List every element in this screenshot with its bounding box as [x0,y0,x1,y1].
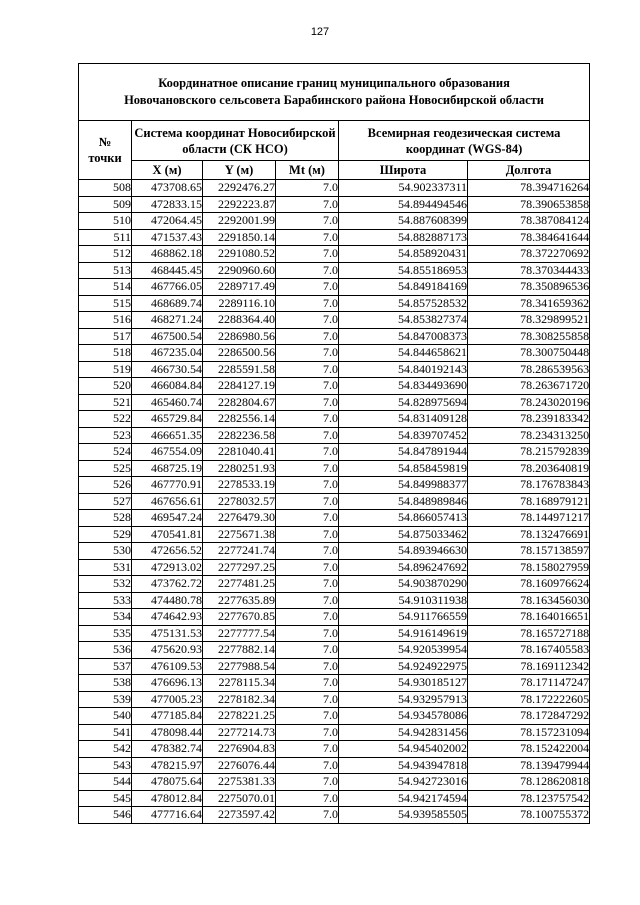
cell-latitude: 54.828975694 [339,394,468,411]
cell-mt: 7.0 [276,196,339,213]
cell-x: 472833.15 [132,196,203,213]
cell-mt: 7.0 [276,262,339,279]
table-row [79,625,590,642]
cell-latitude: 54.849988377 [339,477,468,494]
cell-y: 2282556.14 [203,411,276,428]
cell-x: 476109.53 [132,658,203,675]
cell-x: 474480.78 [132,592,203,609]
cell-mt: 7.0 [276,526,339,543]
cell-longitude: 78.128620818 [468,774,590,791]
cell-latitude: 54.911766559 [339,609,468,626]
table-row [79,378,590,395]
cell-longitude: 78.286539563 [468,361,590,378]
cell-point-number: 518 [79,345,132,362]
cell-longitude: 78.157138597 [468,543,590,560]
cell-point-number: 530 [79,543,132,560]
cell-mt: 7.0 [276,345,339,362]
header-x: X (м) [132,161,203,180]
header-point-number-word: точки [88,151,122,165]
cell-mt: 7.0 [276,477,339,494]
table-row [79,196,590,213]
cell-x: 467656.61 [132,493,203,510]
table-row [79,213,590,230]
cell-latitude: 54.840192143 [339,361,468,378]
cell-x: 471537.43 [132,229,203,246]
cell-point-number: 517 [79,328,132,345]
cell-mt: 7.0 [276,361,339,378]
cell-mt: 7.0 [276,328,339,345]
cell-mt: 7.0 [276,279,339,296]
table-row [79,559,590,576]
cell-longitude: 78.308255858 [468,328,590,345]
table-row [79,394,590,411]
cell-y: 2286500.56 [203,345,276,362]
cell-mt: 7.0 [276,444,339,461]
cell-y: 2277635.89 [203,592,276,609]
header-mt: Mt (м) [276,161,339,180]
cell-longitude: 78.394716264 [468,180,590,197]
table-row [79,180,590,197]
cell-x: 472913.02 [132,559,203,576]
cell-latitude: 54.894494546 [339,196,468,213]
table-row [79,295,590,312]
cell-mt: 7.0 [276,724,339,741]
table-row [79,477,590,494]
table-row [79,741,590,758]
table-row [79,246,590,263]
cell-latitude: 54.853827374 [339,312,468,329]
cell-point-number: 510 [79,213,132,230]
table-row [79,361,590,378]
cell-y: 2273597.42 [203,807,276,824]
cell-y: 2292223.87 [203,196,276,213]
cell-longitude: 78.263671720 [468,378,590,395]
cell-x: 468725.19 [132,460,203,477]
cell-latitude: 54.896247692 [339,559,468,576]
cell-x: 478012.84 [132,790,203,807]
cell-point-number: 537 [79,658,132,675]
cell-x: 467766.05 [132,279,203,296]
cell-y: 2278032.57 [203,493,276,510]
header-point-number [79,121,132,180]
table-row [79,790,590,807]
cell-y: 2291080.52 [203,246,276,263]
cell-longitude: 78.390653858 [468,196,590,213]
table-row [79,510,590,527]
cell-point-number: 536 [79,642,132,659]
cell-point-number: 526 [79,477,132,494]
cell-y: 2284127.19 [203,378,276,395]
cell-longitude: 78.144971217 [468,510,590,527]
cell-longitude: 78.152422004 [468,741,590,758]
cell-mt: 7.0 [276,180,339,197]
cell-mt: 7.0 [276,312,339,329]
cell-latitude: 54.934578086 [339,708,468,725]
cell-x: 467235.04 [132,345,203,362]
cell-y: 2277777.54 [203,625,276,642]
table-row [79,691,590,708]
cell-x: 467554.09 [132,444,203,461]
header-longitude: Долгота [468,161,590,180]
cell-latitude: 54.942723016 [339,774,468,791]
cell-y: 2292476.27 [203,180,276,197]
cell-longitude: 78.239183342 [468,411,590,428]
cell-mt: 7.0 [276,460,339,477]
cell-point-number: 522 [79,411,132,428]
cell-mt: 7.0 [276,493,339,510]
cell-mt: 7.0 [276,708,339,725]
table-row [79,328,590,345]
cell-longitude: 78.165727188 [468,625,590,642]
cell-x: 472064.45 [132,213,203,230]
cell-y: 2285591.58 [203,361,276,378]
cell-latitude: 54.920539954 [339,642,468,659]
cell-longitude: 78.172847292 [468,708,590,725]
cell-latitude: 54.902337311 [339,180,468,197]
header-y: Y (м) [203,161,276,180]
cell-longitude: 78.157231094 [468,724,590,741]
cell-point-number: 521 [79,394,132,411]
cell-y: 2289717.49 [203,279,276,296]
cell-mt: 7.0 [276,229,339,246]
table-body [79,180,590,824]
table-row [79,526,590,543]
cell-y: 2275070.01 [203,790,276,807]
cell-y: 2282804.67 [203,394,276,411]
cell-latitude: 54.857528532 [339,295,468,312]
cell-latitude: 54.910311938 [339,592,468,609]
cell-latitude: 54.831409128 [339,411,468,428]
cell-mt: 7.0 [276,609,339,626]
page-number: 127 [310,26,330,38]
cell-longitude: 78.350896536 [468,279,590,296]
cell-mt: 7.0 [276,576,339,593]
cell-mt: 7.0 [276,510,339,527]
table-row [79,411,590,428]
cell-mt: 7.0 [276,246,339,263]
table-title-line-2: Новочановского сельсовета Барабинского района Новосибирской области [124,93,544,107]
cell-longitude: 78.372270692 [468,246,590,263]
cell-latitude: 54.942174594 [339,790,468,807]
table-row [79,576,590,593]
cell-mt: 7.0 [276,807,339,824]
cell-point-number: 531 [79,559,132,576]
cell-mt: 7.0 [276,774,339,791]
cell-y: 2278533.19 [203,477,276,494]
cell-point-number: 546 [79,807,132,824]
cell-latitude: 54.848989846 [339,493,468,510]
cell-longitude: 78.171147247 [468,675,590,692]
cell-mt: 7.0 [276,213,339,230]
table-row [79,279,590,296]
cell-x: 473708.65 [132,180,203,197]
table-row [79,460,590,477]
cell-longitude: 78.243020196 [468,394,590,411]
cell-point-number: 525 [79,460,132,477]
cell-latitude: 54.924922975 [339,658,468,675]
cell-mt: 7.0 [276,790,339,807]
cell-point-number: 520 [79,378,132,395]
cell-y: 2286980.56 [203,328,276,345]
cell-latitude: 54.903870290 [339,576,468,593]
cell-y: 2278182.34 [203,691,276,708]
cell-y: 2280251.93 [203,460,276,477]
cell-y: 2289116.10 [203,295,276,312]
cell-longitude: 78.300750448 [468,345,590,362]
cell-point-number: 541 [79,724,132,741]
cell-latitude: 54.858459819 [339,460,468,477]
cell-x: 477185.84 [132,708,203,725]
cell-x: 478098.44 [132,724,203,741]
coordinates-table [78,63,590,824]
cell-point-number: 513 [79,262,132,279]
header-point-number-sign: № [98,135,112,149]
table-row [79,675,590,692]
cell-latitude: 54.930185127 [339,675,468,692]
cell-y: 2276479.30 [203,510,276,527]
table-row [79,262,590,279]
cell-point-number: 538 [79,675,132,692]
cell-latitude: 54.893946630 [339,543,468,560]
table-row [79,312,590,329]
cell-longitude: 78.384641644 [468,229,590,246]
cell-y: 2288364.40 [203,312,276,329]
cell-y: 2281040.41 [203,444,276,461]
cell-y: 2276904.83 [203,741,276,758]
cell-mt: 7.0 [276,642,339,659]
cell-latitude: 54.882887173 [339,229,468,246]
cell-point-number: 514 [79,279,132,296]
cell-latitude: 54.866057413 [339,510,468,527]
cell-x: 475131.53 [132,625,203,642]
cell-latitude: 54.839707452 [339,427,468,444]
cell-point-number: 532 [79,576,132,593]
cell-longitude: 78.164016651 [468,609,590,626]
cell-point-number: 535 [79,625,132,642]
cell-mt: 7.0 [276,427,339,444]
cell-point-number: 519 [79,361,132,378]
cell-longitude: 78.234313250 [468,427,590,444]
table-row [79,592,590,609]
cell-x: 476696.13 [132,675,203,692]
cell-y: 2277214.73 [203,724,276,741]
cell-x: 468862.18 [132,246,203,263]
cell-point-number: 528 [79,510,132,527]
cell-x: 465460.74 [132,394,203,411]
cell-x: 467770.91 [132,477,203,494]
cell-x: 478075.64 [132,774,203,791]
header-system-nso: Система координат Новосибирской области (СК НСО) [132,121,339,161]
cell-latitude: 54.847891944 [339,444,468,461]
cell-longitude: 78.341659362 [468,295,590,312]
cell-mt: 7.0 [276,658,339,675]
table-row [79,345,590,362]
cell-point-number: 527 [79,493,132,510]
cell-y: 2277988.54 [203,658,276,675]
table-title-line-1: Координатное описание границ муниципального образования [158,76,510,90]
cell-x: 466651.35 [132,427,203,444]
cell-longitude: 78.176783843 [468,477,590,494]
table-row [79,807,590,824]
table-row [79,229,590,246]
cell-x: 465729.84 [132,411,203,428]
cell-point-number: 508 [79,180,132,197]
cell-x: 467500.54 [132,328,203,345]
cell-y: 2282236.58 [203,427,276,444]
cell-y: 2277241.74 [203,543,276,560]
cell-mt: 7.0 [276,295,339,312]
cell-y: 2275671.38 [203,526,276,543]
table-row [79,708,590,725]
table-row [79,609,590,626]
cell-point-number: 512 [79,246,132,263]
table-row [79,543,590,560]
header-latitude: Широта [339,161,468,180]
table-row [79,444,590,461]
cell-point-number: 544 [79,774,132,791]
cell-longitude: 78.172222605 [468,691,590,708]
cell-longitude: 78.139479944 [468,757,590,774]
cell-x: 475620.93 [132,642,203,659]
cell-latitude: 54.875033462 [339,526,468,543]
cell-point-number: 533 [79,592,132,609]
cell-latitude: 54.932957913 [339,691,468,708]
cell-longitude: 78.370344433 [468,262,590,279]
cell-x: 474642.93 [132,609,203,626]
cell-y: 2277882.14 [203,642,276,659]
cell-mt: 7.0 [276,691,339,708]
cell-longitude: 78.203640819 [468,460,590,477]
cell-mt: 7.0 [276,394,339,411]
cell-longitude: 78.169112342 [468,658,590,675]
cell-longitude: 78.100755372 [468,807,590,824]
cell-x: 477716.64 [132,807,203,824]
cell-x: 468689.74 [132,295,203,312]
cell-point-number: 539 [79,691,132,708]
cell-point-number: 542 [79,741,132,758]
cell-latitude: 54.858920431 [339,246,468,263]
cell-latitude: 54.855186953 [339,262,468,279]
cell-longitude: 78.329899521 [468,312,590,329]
cell-longitude: 78.123757542 [468,790,590,807]
cell-y: 2275381.33 [203,774,276,791]
cell-longitude: 78.167405583 [468,642,590,659]
cell-y: 2277481.25 [203,576,276,593]
cell-point-number: 534 [79,609,132,626]
cell-latitude: 54.942831456 [339,724,468,741]
table-row [79,724,590,741]
cell-y: 2278221.25 [203,708,276,725]
table-row [79,658,590,675]
cell-longitude: 78.160976624 [468,576,590,593]
cell-x: 466084.84 [132,378,203,395]
cell-mt: 7.0 [276,378,339,395]
cell-x: 477005.23 [132,691,203,708]
cell-latitude: 54.916149619 [339,625,468,642]
cell-point-number: 509 [79,196,132,213]
cell-longitude: 78.132476691 [468,526,590,543]
cell-point-number: 540 [79,708,132,725]
cell-y: 2278115.34 [203,675,276,692]
cell-mt: 7.0 [276,675,339,692]
cell-point-number: 524 [79,444,132,461]
cell-latitude: 54.834493690 [339,378,468,395]
cell-point-number: 523 [79,427,132,444]
cell-longitude: 78.168979121 [468,493,590,510]
cell-x: 470541.81 [132,526,203,543]
cell-x: 478215.97 [132,757,203,774]
cell-y: 2277297.25 [203,559,276,576]
cell-latitude: 54.849184169 [339,279,468,296]
cell-point-number: 515 [79,295,132,312]
cell-mt: 7.0 [276,625,339,642]
cell-x: 466730.54 [132,361,203,378]
cell-longitude: 78.387084124 [468,213,590,230]
table-row [79,774,590,791]
cell-point-number: 543 [79,757,132,774]
cell-y: 2292001.99 [203,213,276,230]
table-row [79,493,590,510]
cell-x: 468271.24 [132,312,203,329]
cell-point-number: 511 [79,229,132,246]
cell-y: 2291850.14 [203,229,276,246]
cell-point-number: 516 [79,312,132,329]
table-row [79,642,590,659]
cell-x: 478382.74 [132,741,203,758]
cell-x: 468445.45 [132,262,203,279]
cell-y: 2276076.44 [203,757,276,774]
cell-longitude: 78.215792839 [468,444,590,461]
cell-point-number: 529 [79,526,132,543]
cell-latitude: 54.939585505 [339,807,468,824]
cell-mt: 7.0 [276,559,339,576]
cell-mt: 7.0 [276,543,339,560]
cell-latitude: 54.945402002 [339,741,468,758]
cell-longitude: 78.158027959 [468,559,590,576]
cell-point-number: 545 [79,790,132,807]
cell-latitude: 54.844658621 [339,345,468,362]
cell-latitude: 54.943947818 [339,757,468,774]
cell-mt: 7.0 [276,757,339,774]
table-row [79,757,590,774]
cell-x: 472656.52 [132,543,203,560]
cell-x: 469547.24 [132,510,203,527]
cell-mt: 7.0 [276,592,339,609]
cell-mt: 7.0 [276,741,339,758]
cell-y: 2277670.85 [203,609,276,626]
cell-y: 2290960.60 [203,262,276,279]
cell-latitude: 54.847008373 [339,328,468,345]
cell-longitude: 78.163456030 [468,592,590,609]
cell-mt: 7.0 [276,411,339,428]
cell-latitude: 54.887608399 [339,213,468,230]
table-title [79,64,590,121]
cell-x: 473762.72 [132,576,203,593]
header-system-wgs: Всемирная геодезическая система координат (WGS-84) [339,121,590,161]
table-row [79,427,590,444]
